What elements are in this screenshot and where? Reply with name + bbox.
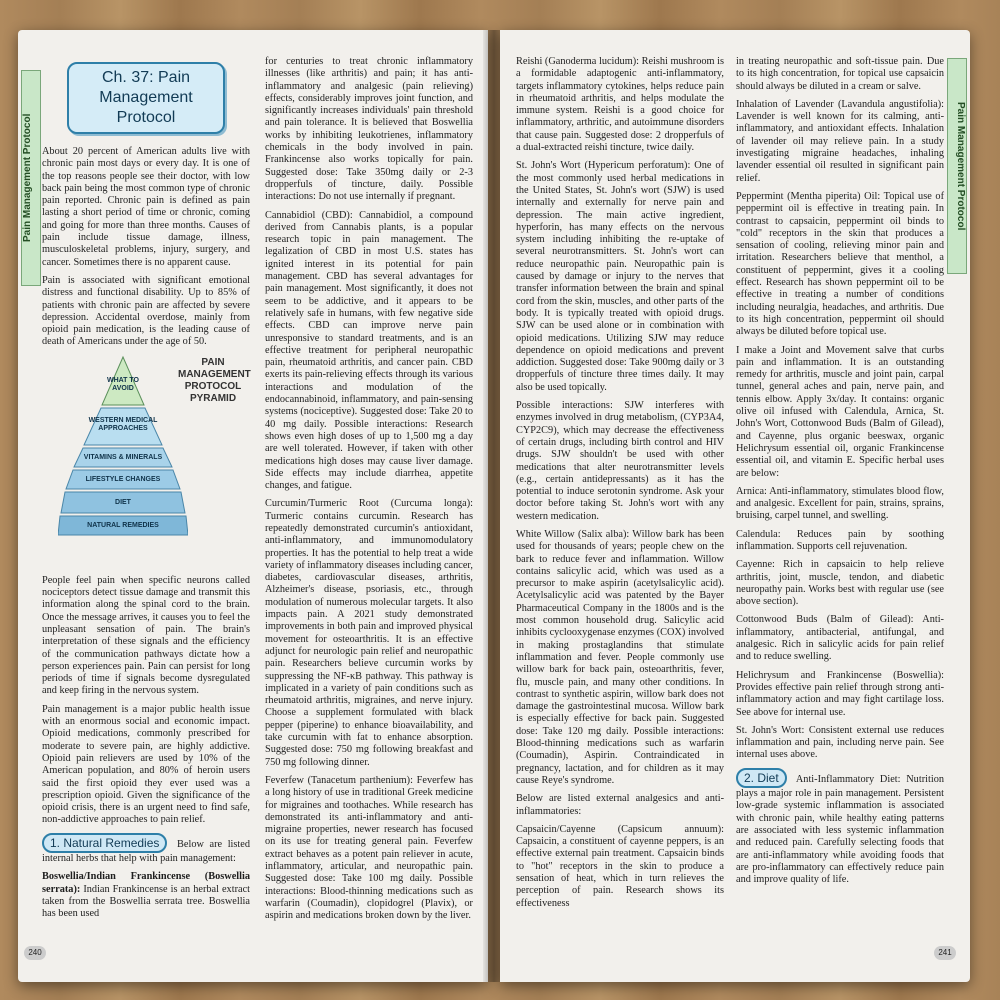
curcumin-paragraph: Curcumin/Turmeric Root (Curcuma longa): Turmeric contains curcumin. Research has repeatedly demonstrated curcumin's antioxidant, anti-inflammatory, and immunomodulatory properties. It has the potential to help treat a wide variety of inflammatory diseases including cancer, diabetes, cardiovascular diseases, arthritis, Alzheimer's disease, psoriasis, etc., through modulation of numerous molecular targets. It also impacts pain. A 2021 study demonstrated improvements in both pain and improved physical movement for osteoarthritis. It is an effective adjunct for neurologic pain relief and neuropathic pain. Researchers believe curcumin works by suppressing the NF-κB pathway. This pathway is implicated in a variety of pain conditions such as rheumatoid arthritis, migraines, and nerve injury. Choose a supplement formulated with black pepper (piperine) to enhance bioavailability, and take curcumin with fat to enhance absorption. Suggested dose: 750 mg following breakfast and 750 mg following dinner. — [265, 498, 473, 768]
section-1-text: Below are listed internal herbs that help with pain management: — [42, 838, 250, 864]
open-book — [18, 30, 982, 982]
intro-paragraph-4: Pain management is a major public health issue with an enormous social and economic impact. Opioid medications, commonly prescribed for moderate to severe pain, are highly addictive. Opioid pain relievers are used by 10% of the American population, and 80% of heroin users said the first opioid they ever used was a prescription opioid. Given the significance of the opioid crisis, there is an urgent need to find safe, non-addictive approaches to pain relief. — [42, 703, 250, 826]
sjw-paragraph: St. John's Wort (Hypericum perforatum): One of the most commonly used herbal medications in the United States, St. John's wort (SJW) is used internally and externally for nerve pain and depression. The main active ingredient, hyperforin, has many effects on the nervous system including inhibiting the re-uptake of several neurotransmitters. St. John's wort can reduce neuropathic pain. Neuropathic pain is caused by damage or injury to the nerves that transfer information between the brain and spinal cord from the skin, muscles, and other parts of the body. It is typically treated with opioid drugs. SJW can be used alone or in combination with opioid medications. Utilizing SJW may reduce dependence on opioid medications and prevent addiction. Suggested dose: Take 900mg daily or 3 dropperfuls of tincture three times daily. It may also be used topically. — [516, 160, 724, 393]
side-tab-right: Pain Management Protocol — [947, 58, 967, 274]
right-column-2 — [736, 56, 944, 892]
cottonwood-paragraph: Cottonwood Buds (Balm of Gilead): Anti-inflammatory, antibacterial, antifungal, and analgesic. Rich in salicylic acids for pain relief and to reduce swelling. — [736, 614, 944, 663]
pyramid-label-avoid: WHAT TO AVOID — [106, 376, 139, 392]
boswellia-paragraph — [42, 871, 250, 920]
intro-paragraph-1: About 20 percent of American adults live with chronic pain most days or every day. It is one of the top reasons people see their doctor, with low back pain being the most common type of chronic pain reported. Chronic pain is defined as pain lasting a short period of time or chronic, coming and going for more than three months. Causes of pain include tissue damage, illness, musculoskeletal problems, injury, surgery, and cancer. Sometimes there is no apparent cause. — [42, 146, 250, 268]
arnica-paragraph: Arnica: Anti-inflammatory, stimulates blood flow, and analgesic. Excellent for pain, strains, sprains, bruising, carpel tunnel, and swelling. — [736, 485, 944, 522]
section-2-badge: 2. Diet — [736, 768, 787, 788]
left-column-2 — [265, 56, 473, 928]
pain-pyramid — [42, 355, 250, 567]
sjw-external-paragraph: St. John's Wort: Consistent external use reduces inflammation and pain, including nerve pain. See internal uses above. — [736, 724, 944, 761]
cbd-paragraph: Cannabidiol (CBD): Cannabidiol, a compound derived from Cannabis plants, is a popular research topic in pain management. The legalization of CBD in most U.S. states has ignited interest in its potential for pain management. CBD has several advantages for pain management. Most significantly, it does not seem to be addictive, and it appears to be relatively safe in humans, with few negative side effects. CBD can improve nerve pain unresponsive to standard treatments, and is an effective treatment for peripheral neuropathic pain, rheumatoid arthritis, and cancer pain. CBD exerts its pain-relieving effects through its various interactions and modulation of the endocannabinoid, inflammatory, and pain-sensing systems (nociceptive). Suggested dose: Take 20 to 40 mg daily. Possible interactions: Research shows even high doses of up to 1,500 mg a day are well tolerated. However, if taken with other medications high doses may cause liver damage. Side effects may include diarrhea, appetite changes, and fatigue. — [265, 209, 473, 492]
section-1-badge: 1. Natural Remedies — [42, 833, 167, 853]
cayenne-paragraph: Cayenne: Rich in capsaicin to help relieve arthritis, joint, muscle, tendon, and diabetic neuropathy pain. Works best with regular use (see above section). — [736, 559, 944, 608]
reishi-paragraph: Reishi (Ganoderma lucidum): Reishi mushroom is a formidable adaptogenic anti-inflammatory, targets inflammatory cytokines, helps reduce pain in rheumatoid arthritis, and helps modulate the immune system. Reishi is a good choice for inflammatory, arthritic, and autoimmune disorders that cause pain. Suggested dose: 2 dropperfuls of a dual-extracted reishi tincture, twice daily. — [516, 56, 724, 154]
diet-paragraph — [736, 768, 944, 887]
peppermint-paragraph: Peppermint (Mentha piperita) Oil: Topical use of peppermint oil is effective in treating pain. In contrast to capsaicin, peppermint oil binds to "cold" receptors in the skin that produces a sensation of cooling, relieving minor pain and irritation. Researchers believe that menthol, a constituent of peppermint, gives it a cooling effect. Research has shown peppermint oil to be effective in treating a number of conditions including neuralgia, headaches, and arthritis. Due to its high concentration, peppermint oil should always be diluted before topical use. — [736, 190, 944, 338]
pyramid-label-natural: NATURAL REMEDIES — [87, 521, 159, 529]
diet-text: Anti-Inflammatory Diet: Nutrition plays a major role in pain management. Persistent low-grade systemic inflammation is associated with chronic pain, while healthy eating patterns are associated with less systemic inflammation and reduced pain. Carefully selecting foods that are anti-inflammatory while avoiding foods that are pro-inflammatory can effectively reduce pain and improve quality of life. — [736, 773, 945, 886]
willow-paragraph: White Willow (Salix alba): Willow bark has been used for thousands of years; people chew on the bark to reduce fever and inflammation. Willow contains salicylic acid, which was used as a precursor to make aspirin (acetylsalicylic acid). Acetylsalicylic acid was patented by the Bayer Pharmaceutical Company in the 1800s and is the most common household drug. Salicylic acid inhibits cyclooxygenase enzymes (COX) involved in making prostaglandins that stimulate inflammation and fever. People commonly use willow bark for back pain, osteoarthritis, fever, flu, muscle pain, and many other conditions. In contrast to synthetic aspirin, willow bark does not damage the gastrointestinal mucosa. Willow bark is especially effective for back pain. Suggested dose: Take 120 mg daily. Possible interactions: Blood-thinning medications such as warfarin (Coumadin), Aspirin. Contraindicated in pregnancy, lactation, and for children as it may cause Reye's syndrome. — [516, 528, 724, 786]
right-page — [500, 30, 970, 982]
lavender-paragraph: Inhalation of Lavender (Lavandula angustifolia): Lavender is well known for its calming, anti-inflammatory, and antioxidant effects. Inhalation of lavender oil may relieve pain. In a study investigating migraine headaches, inhaling lavender essential oil resulted in significant pain relief. — [736, 98, 944, 184]
intro-paragraph-2: Pain is associated with significant emotional distress and functional disability. Up to 85% of patients with chronic pain are affected by severe depression. Accidental overdose, mainly from opioid pain medication, is the leading cause of death of Americans under the age of 50. — [42, 274, 250, 348]
feverfew-paragraph: Feverfew (Tanacetum parthenium): Feverfew has a long history of use in traditional Greek medicine for migraines and toothaches. While research has demonstrated its anti-inflammatory and anti-migraine properties, newer research has focused on its use for treating general pain. Feverfew extract behaves as a potent pain reliever in acute, inflammatory, articular, and neuropathic pain. Suggested dose: Take 100 mg daily. Possible interactions: Blood-thinning medications such as warfarin (Coumadin), clopidogrel (Plavix), or aspirin and medications broken down by the liver. — [265, 774, 473, 922]
capsaicin-continued: in treating neuropathic and soft-tissue pain. Due to its high concentration, for topical use capsaicin should always be diluted in a cream or salve. — [736, 56, 944, 92]
page-number-left: 240 — [24, 946, 46, 960]
chapter-title: Ch. 37: Pain Management Protocol — [67, 62, 225, 134]
page-number-right: 241 — [934, 946, 956, 960]
pyramid-label-lifestyle: LIFESTYLE CHANGES — [85, 475, 161, 483]
pyramid-label-western: WESTERN MEDICAL APPROACHES — [88, 416, 158, 432]
boswellia-continued: for centuries to treat chronic inflammatory illnesses (like arthritis) and pain; it has anti-inflammatory and analgesic (pain relieving) effects, considerably improves joint function, and significantly increases individuals' pain threshold and pain tolerance. It is believed that Boswellia works by inhibiting leukotrienes, inflammatory chemicals in the body involved in pain. Frankincense also works topically for pain. Suggested dose: Take 350mg daily or 2-3 dropperfuls of tincture, daily. Possible interactions: Do not use internally if pregnant. — [265, 56, 473, 203]
left-column-1 — [42, 56, 250, 926]
boswellia-heading: Boswellia/Indian Frankincense (Boswellia serrata): — [42, 871, 250, 895]
section-1-intro — [42, 833, 250, 866]
salve-paragraph: I make a Joint and Movement salve that curbs pain and inflammation. It is an outstanding remedy for arthritis, muscle and joint pain, carpal tunnel, general aches and pain, nerve pain, and tennis elbow. Apply 3x/day. It contains: organic olive oil infused with Calendula, Arnica, St. John's Wort, Cottonwood Buds (Balm of Gilead), and Cayenne, plus organic beeswax, organic Helichrysum essential oil, organic Frankincense essential oil, and vitamin E. Specific herbal uses are below: — [736, 344, 944, 479]
side-tab-left: Pain Management Protocol — [21, 70, 41, 286]
right-column-1 — [516, 56, 724, 916]
external-intro: Below are listed external analgesics and anti-inflammatories: — [516, 793, 724, 817]
helichrysum-paragraph: Helichrysum and Frankincense (Boswellia): Provides effective pain relief through strong anti-inflammatory action and may fight cartilage loss. See above for internal use. — [736, 669, 944, 718]
pyramid-label-diet: DIET — [115, 498, 131, 506]
sjw-interactions: Possible interactions: SJW interferes with enzymes involved in drug metabolism, (CYP3A4, CYP2C9), which may decrease the effectiveness of certain drugs, including birth control and HIV drugs. SJW shouldn't be used with other medications that alter neurotransmitter levels (e.g., certain antidepressants) as it has the potential to induce serotonin syndrome. Ask your doctor before taking St. John's wort with any western medication. — [516, 400, 724, 522]
pyramid-title: PAIN MANAGEMENT PROTOCOL PYRAMID — [178, 356, 251, 404]
boswellia-text: Indian Frankincense is an herbal extract taken from the Boswellia serrata tree. Boswellia has been used — [42, 883, 250, 920]
capsaicin-paragraph: Capsaicin/Cayenne (Capsicum annuum): Capsaicin, a constituent of cayenne peppers, is an effective external pain treatment. Capsaicin binds to "hot" receptors in the skin to produce a sensation of heat, which in turn relieves the perception of pain. Research shows its effectiveness — [516, 823, 724, 909]
pyramid-label-vitamins: VITAMINS & MINERALS — [83, 453, 163, 461]
left-page — [18, 30, 488, 982]
intro-paragraph-3: People feel pain when specific neurons called nociceptors detect tissue damage and transmit this information along the spinal cord to the brain. Once the message arrives, it causes you to feel the unpleasant sensation of pain. The brain's interpretation of these signals and the efficiency of the communication pathways dictate how a person experiences pain. Pain can persist for long periods of time if signals become dysregulated and keep firing in the nervous system. — [42, 574, 250, 697]
calendula-paragraph: Calendula: Reduces pain by soothing inflammation. Supports cell rejuvenation. — [736, 528, 944, 552]
